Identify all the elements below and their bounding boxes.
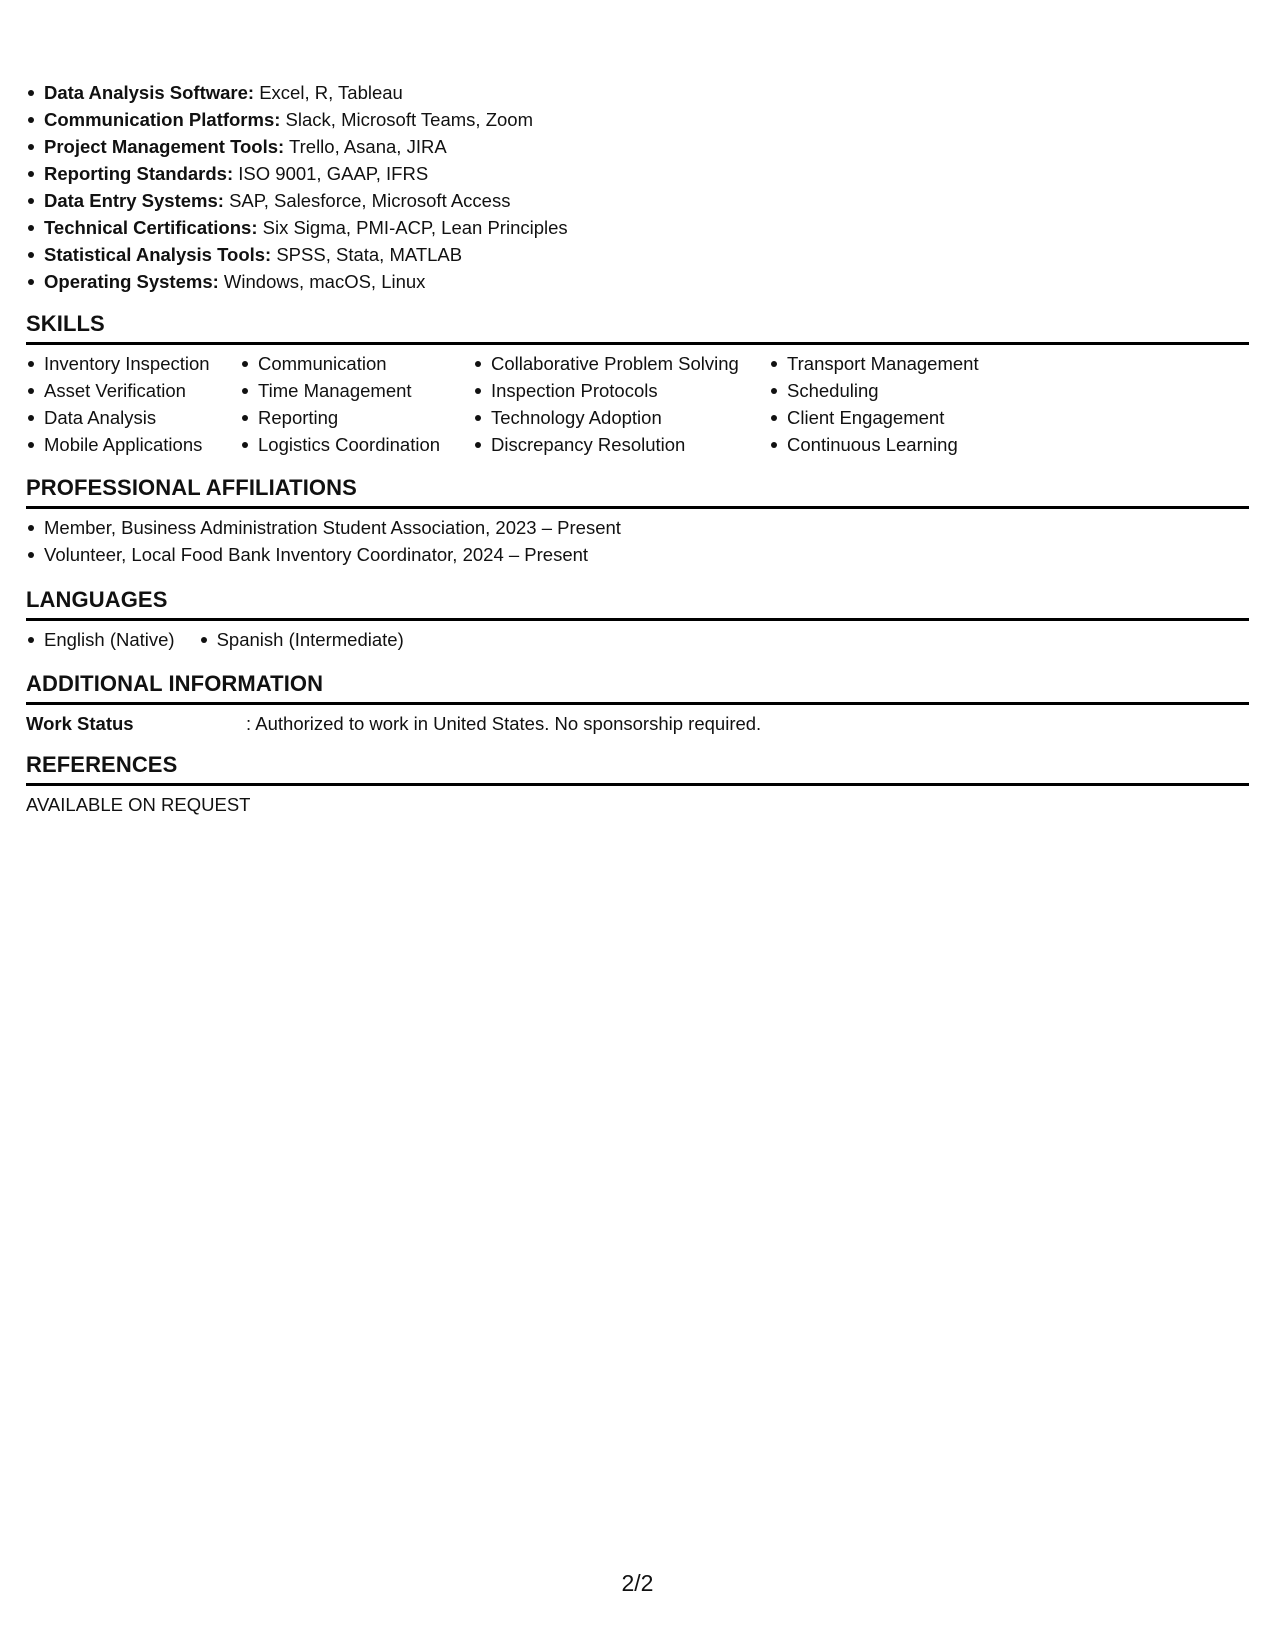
skill-item: Discrepancy Resolution (473, 431, 769, 458)
list-item (26, 160, 568, 187)
tech-label: Reporting Standards: (44, 163, 234, 184)
skill-item: Mobile Applications (26, 431, 240, 458)
skill-item: Scheduling (769, 377, 1029, 404)
tech-value: ISO 9001, GAAP, IFRS (233, 163, 429, 184)
tech-label: Operating Systems: (44, 271, 219, 292)
skills-column (240, 350, 473, 458)
skill-item: Collaborative Problem Solving (473, 350, 769, 377)
page-number: 2/2 (621, 1570, 654, 1596)
languages-list (26, 626, 1249, 653)
tech-value: Windows, macOS, Linux (218, 271, 426, 292)
tech-label: Data Analysis Software: (44, 82, 255, 103)
tech-value: SPSS, Stata, MATLAB (271, 244, 463, 265)
tech-label: Project Management Tools: (44, 136, 285, 157)
skill-item: Communication (240, 350, 473, 377)
work-status-value: : Authorized to work in United States. No sponsorship required. (246, 713, 762, 734)
skill-item: Inspection Protocols (473, 377, 769, 404)
tech-value: SAP, Salesforce, Microsoft Access (223, 190, 511, 211)
tech-label: Technical Certifications: (44, 217, 258, 238)
references-heading: REFERENCES (26, 752, 1249, 786)
list-item (26, 214, 568, 241)
tech-value: Excel, R, Tableau (254, 82, 403, 103)
skill-item: Continuous Learning (769, 431, 1029, 458)
language-item: Spanish (Intermediate) (199, 626, 404, 653)
additional-info-section (26, 671, 1249, 737)
skill-item: Data Analysis (26, 404, 240, 431)
references-text: AVAILABLE ON REQUEST (26, 794, 251, 815)
skill-item: Transport Management (769, 350, 1029, 377)
skills-section (26, 311, 1249, 458)
language-item: English (Native) (26, 626, 175, 653)
tech-value: Trello, Asana, JIRA (284, 136, 447, 157)
skills-heading: SKILLS (26, 311, 1249, 345)
languages-section (26, 587, 1249, 653)
skill-item: Logistics Coordination (240, 431, 473, 458)
additional-info-heading: ADDITIONAL INFORMATION (26, 671, 1249, 705)
affiliation-item: Volunteer, Local Food Bank Inventory Coordinator, 2024 – Present (26, 541, 1249, 568)
skills-column (769, 350, 1029, 458)
tech-label: Communication Platforms: (44, 109, 281, 130)
list-item (26, 133, 568, 160)
technical-skills-list (26, 79, 568, 295)
tech-value: Slack, Microsoft Teams, Zoom (280, 109, 533, 130)
tech-label: Statistical Analysis Tools: (44, 244, 272, 265)
tech-value: Six Sigma, PMI-ACP, Lean Principles (257, 217, 568, 238)
list-item (26, 79, 568, 106)
tech-label: Data Entry Systems: (44, 190, 224, 211)
languages-heading: LANGUAGES (26, 587, 1249, 621)
list-item (26, 268, 568, 295)
skill-item: Reporting (240, 404, 473, 431)
work-status-row (26, 710, 1249, 737)
references-section (26, 752, 1249, 818)
affiliations-section (26, 475, 1249, 568)
skill-item: Client Engagement (769, 404, 1029, 431)
skill-item: Asset Verification (26, 377, 240, 404)
affiliations-heading: PROFESSIONAL AFFILIATIONS (26, 475, 1249, 509)
work-status-label: Work Status (26, 713, 134, 734)
skill-item: Time Management (240, 377, 473, 404)
skills-column (26, 350, 240, 458)
skill-item: Technology Adoption (473, 404, 769, 431)
skills-grid (26, 350, 1249, 458)
affiliation-item: Member, Business Administration Student Association, 2023 – Present (26, 514, 1249, 541)
list-item (26, 187, 568, 214)
list-item (26, 106, 568, 133)
affiliations-list (26, 514, 1249, 568)
skills-column (473, 350, 769, 458)
list-item (26, 241, 568, 268)
skill-item: Inventory Inspection (26, 350, 240, 377)
